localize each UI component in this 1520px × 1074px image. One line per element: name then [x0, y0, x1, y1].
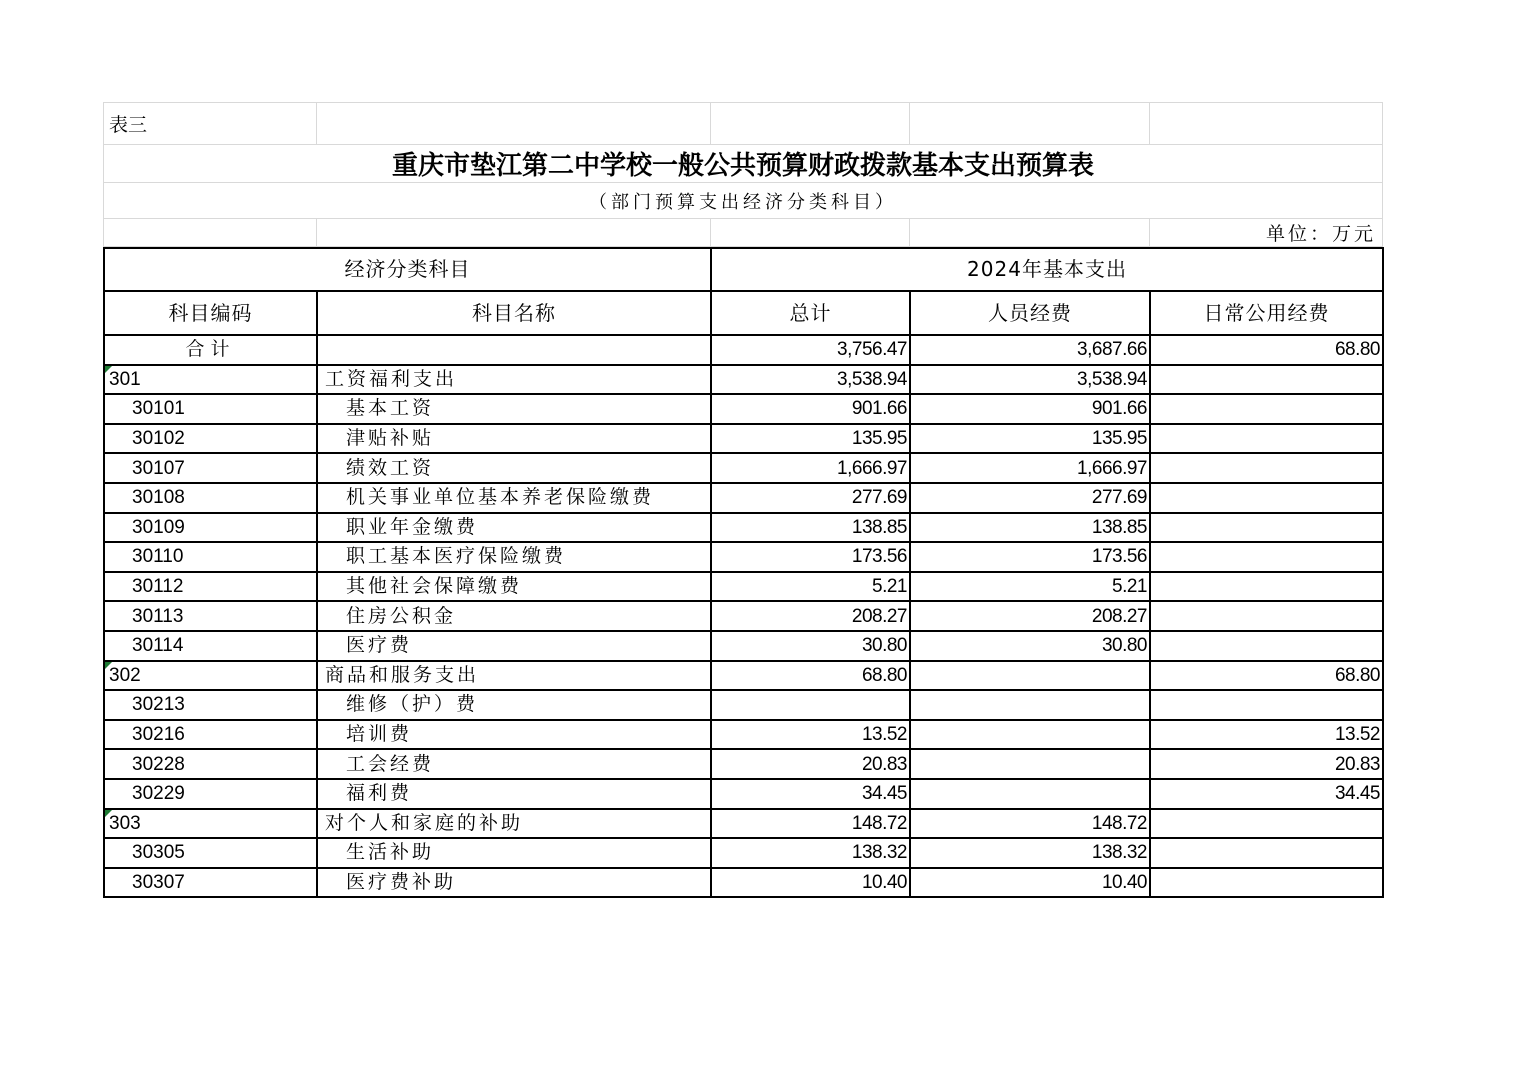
row-code-text: 30109	[132, 516, 185, 538]
row-code-text: 30113	[132, 605, 184, 627]
header-column-row	[104, 291, 1383, 335]
header-public: 日常公用经费	[1150, 291, 1383, 335]
row-code-text: 30305	[132, 842, 185, 864]
table-row	[104, 779, 1383, 809]
row-total: 148.72	[711, 809, 910, 839]
table-head	[104, 248, 1383, 365]
row-total: 13.52	[711, 720, 910, 750]
header-basic-expenditure: 2024年基本支出	[711, 248, 1383, 291]
header-group-row	[104, 248, 1383, 291]
budget-sheet	[103, 102, 1384, 898]
table-row	[104, 631, 1383, 661]
table-row	[104, 601, 1383, 631]
table-row	[104, 572, 1383, 602]
table-row	[104, 424, 1383, 454]
total-label: 合计	[104, 335, 317, 365]
row-code-text: 30213	[132, 694, 185, 716]
row-name: 医疗费补助	[317, 868, 711, 898]
table-row	[104, 838, 1383, 868]
row-code	[104, 483, 317, 513]
row-personnel: 30.80	[910, 631, 1150, 661]
table-row	[104, 542, 1383, 572]
row-name: 其他社会保障缴费	[317, 572, 711, 602]
row-code	[104, 720, 317, 750]
row-name: 生活补助	[317, 838, 711, 868]
row-total: 3,538.94	[711, 365, 910, 395]
row-code-text: 30108	[132, 487, 185, 509]
table-row	[104, 749, 1383, 779]
row-public	[1150, 365, 1383, 395]
table-row	[104, 394, 1383, 424]
total-row	[104, 335, 1383, 365]
row-total: 138.32	[711, 838, 910, 868]
row-total: 10.40	[711, 868, 910, 898]
row-name: 培训费	[317, 720, 711, 750]
row-public: 13.52	[1150, 720, 1383, 750]
row-personnel: 277.69	[910, 483, 1150, 513]
table-row	[104, 513, 1383, 543]
row-total: 20.83	[711, 749, 910, 779]
table-body	[104, 365, 1383, 898]
total-public: 68.80	[1150, 335, 1383, 365]
table-row	[104, 661, 1383, 691]
total-personnel: 3,687.66	[910, 335, 1150, 365]
row-code-text: 30228	[132, 753, 185, 775]
row-code-text: 30107	[132, 457, 185, 479]
header-total: 总计	[711, 291, 910, 335]
row-code	[104, 809, 317, 839]
row-personnel: 138.85	[910, 513, 1150, 543]
row-total: 1,666.97	[711, 453, 910, 483]
row-code	[104, 542, 317, 572]
sheet-header-grid	[103, 102, 1383, 247]
header-code: 科目编码	[104, 291, 317, 335]
row-name: 商品和服务支出	[317, 661, 711, 691]
row-personnel: 10.40	[910, 868, 1150, 898]
table-row	[104, 809, 1383, 839]
table-row	[104, 720, 1383, 750]
table-row	[104, 453, 1383, 483]
row-public	[1150, 868, 1383, 898]
row-public	[1150, 542, 1383, 572]
row-code-text: 303	[109, 812, 141, 834]
row-code	[104, 779, 317, 809]
row-code	[104, 690, 317, 720]
row-name: 医疗费	[317, 631, 711, 661]
row-public	[1150, 631, 1383, 661]
row-personnel: 1,666.97	[910, 453, 1150, 483]
row-name: 对个人和家庭的补助	[317, 809, 711, 839]
row-public	[1150, 483, 1383, 513]
row-name: 绩效工资	[317, 453, 711, 483]
row-code-text: 30229	[132, 783, 185, 805]
row-code-text: 30110	[132, 546, 184, 568]
row-public	[1150, 572, 1383, 602]
row-total: 135.95	[711, 424, 910, 454]
sheet-label: 表三	[104, 103, 317, 145]
row-name: 基本工资	[317, 394, 711, 424]
row-code-text: 30112	[132, 576, 184, 598]
row-code	[104, 601, 317, 631]
page-subtitle: （部门预算支出经济分类科目）	[104, 183, 1383, 219]
row-public	[1150, 690, 1383, 720]
row-code-text: 302	[109, 664, 141, 686]
row-code-text: 30307	[132, 871, 185, 893]
row-name: 工资福利支出	[317, 365, 711, 395]
row-personnel	[910, 749, 1150, 779]
row-code-text: 30216	[132, 724, 185, 746]
table-row	[104, 868, 1383, 898]
row-personnel: 138.32	[910, 838, 1150, 868]
row-name: 津贴补贴	[317, 424, 711, 454]
row-public	[1150, 838, 1383, 868]
header-economic-category: 经济分类科目	[104, 248, 711, 291]
row-code	[104, 868, 317, 898]
row-name: 维修（护）费	[317, 690, 711, 720]
cell-comment-marker-icon	[105, 366, 112, 373]
budget-table	[103, 247, 1384, 898]
row-personnel: 148.72	[910, 809, 1150, 839]
table-row	[104, 690, 1383, 720]
row-name: 职工基本医疗保险缴费	[317, 542, 711, 572]
table-row	[104, 483, 1383, 513]
row-total: 901.66	[711, 394, 910, 424]
row-code-text: 30102	[132, 428, 185, 450]
page-title: 重庆市垫江第二中学校一般公共预算财政拨款基本支出预算表	[104, 145, 1383, 183]
row-name: 福利费	[317, 779, 711, 809]
row-public	[1150, 513, 1383, 543]
row-total	[711, 690, 910, 720]
row-total: 208.27	[711, 601, 910, 631]
row-code	[104, 453, 317, 483]
row-name: 住房公积金	[317, 601, 711, 631]
row-total: 30.80	[711, 631, 910, 661]
row-total: 138.85	[711, 513, 910, 543]
row-personnel	[910, 720, 1150, 750]
row-personnel: 3,538.94	[910, 365, 1150, 395]
total-total: 3,756.47	[711, 335, 910, 365]
row-total: 34.45	[711, 779, 910, 809]
row-code	[104, 513, 317, 543]
row-personnel: 173.56	[910, 542, 1150, 572]
row-public	[1150, 453, 1383, 483]
header-name: 科目名称	[317, 291, 711, 335]
row-code	[104, 424, 317, 454]
row-name: 机关事业单位基本养老保险缴费	[317, 483, 711, 513]
table-row	[104, 365, 1383, 395]
row-public	[1150, 809, 1383, 839]
row-total: 173.56	[711, 542, 910, 572]
row-name: 工会经费	[317, 749, 711, 779]
row-public	[1150, 424, 1383, 454]
row-public: 68.80	[1150, 661, 1383, 691]
unit-label: 单位：万元	[1150, 219, 1383, 247]
row-code-text: 301	[109, 368, 141, 390]
row-personnel: 5.21	[910, 572, 1150, 602]
row-code	[104, 661, 317, 691]
row-personnel	[910, 779, 1150, 809]
row-code-text: 30114	[132, 635, 184, 657]
row-code	[104, 572, 317, 602]
row-total: 277.69	[711, 483, 910, 513]
row-public: 20.83	[1150, 749, 1383, 779]
row-personnel: 208.27	[910, 601, 1150, 631]
row-personnel	[910, 690, 1150, 720]
row-public	[1150, 601, 1383, 631]
row-code	[104, 631, 317, 661]
row-personnel	[910, 661, 1150, 691]
row-code	[104, 365, 317, 395]
row-total: 5.21	[711, 572, 910, 602]
cell-comment-marker-icon	[105, 662, 112, 669]
row-public: 34.45	[1150, 779, 1383, 809]
row-name: 职业年金缴费	[317, 513, 711, 543]
header-personnel: 人员经费	[910, 291, 1150, 335]
row-total: 68.80	[711, 661, 910, 691]
row-public	[1150, 394, 1383, 424]
row-personnel: 901.66	[910, 394, 1150, 424]
row-code-text: 30101	[132, 398, 185, 420]
row-code	[104, 749, 317, 779]
row-personnel: 135.95	[910, 424, 1150, 454]
row-code	[104, 394, 317, 424]
row-code	[104, 838, 317, 868]
cell-comment-marker-icon	[105, 810, 112, 817]
